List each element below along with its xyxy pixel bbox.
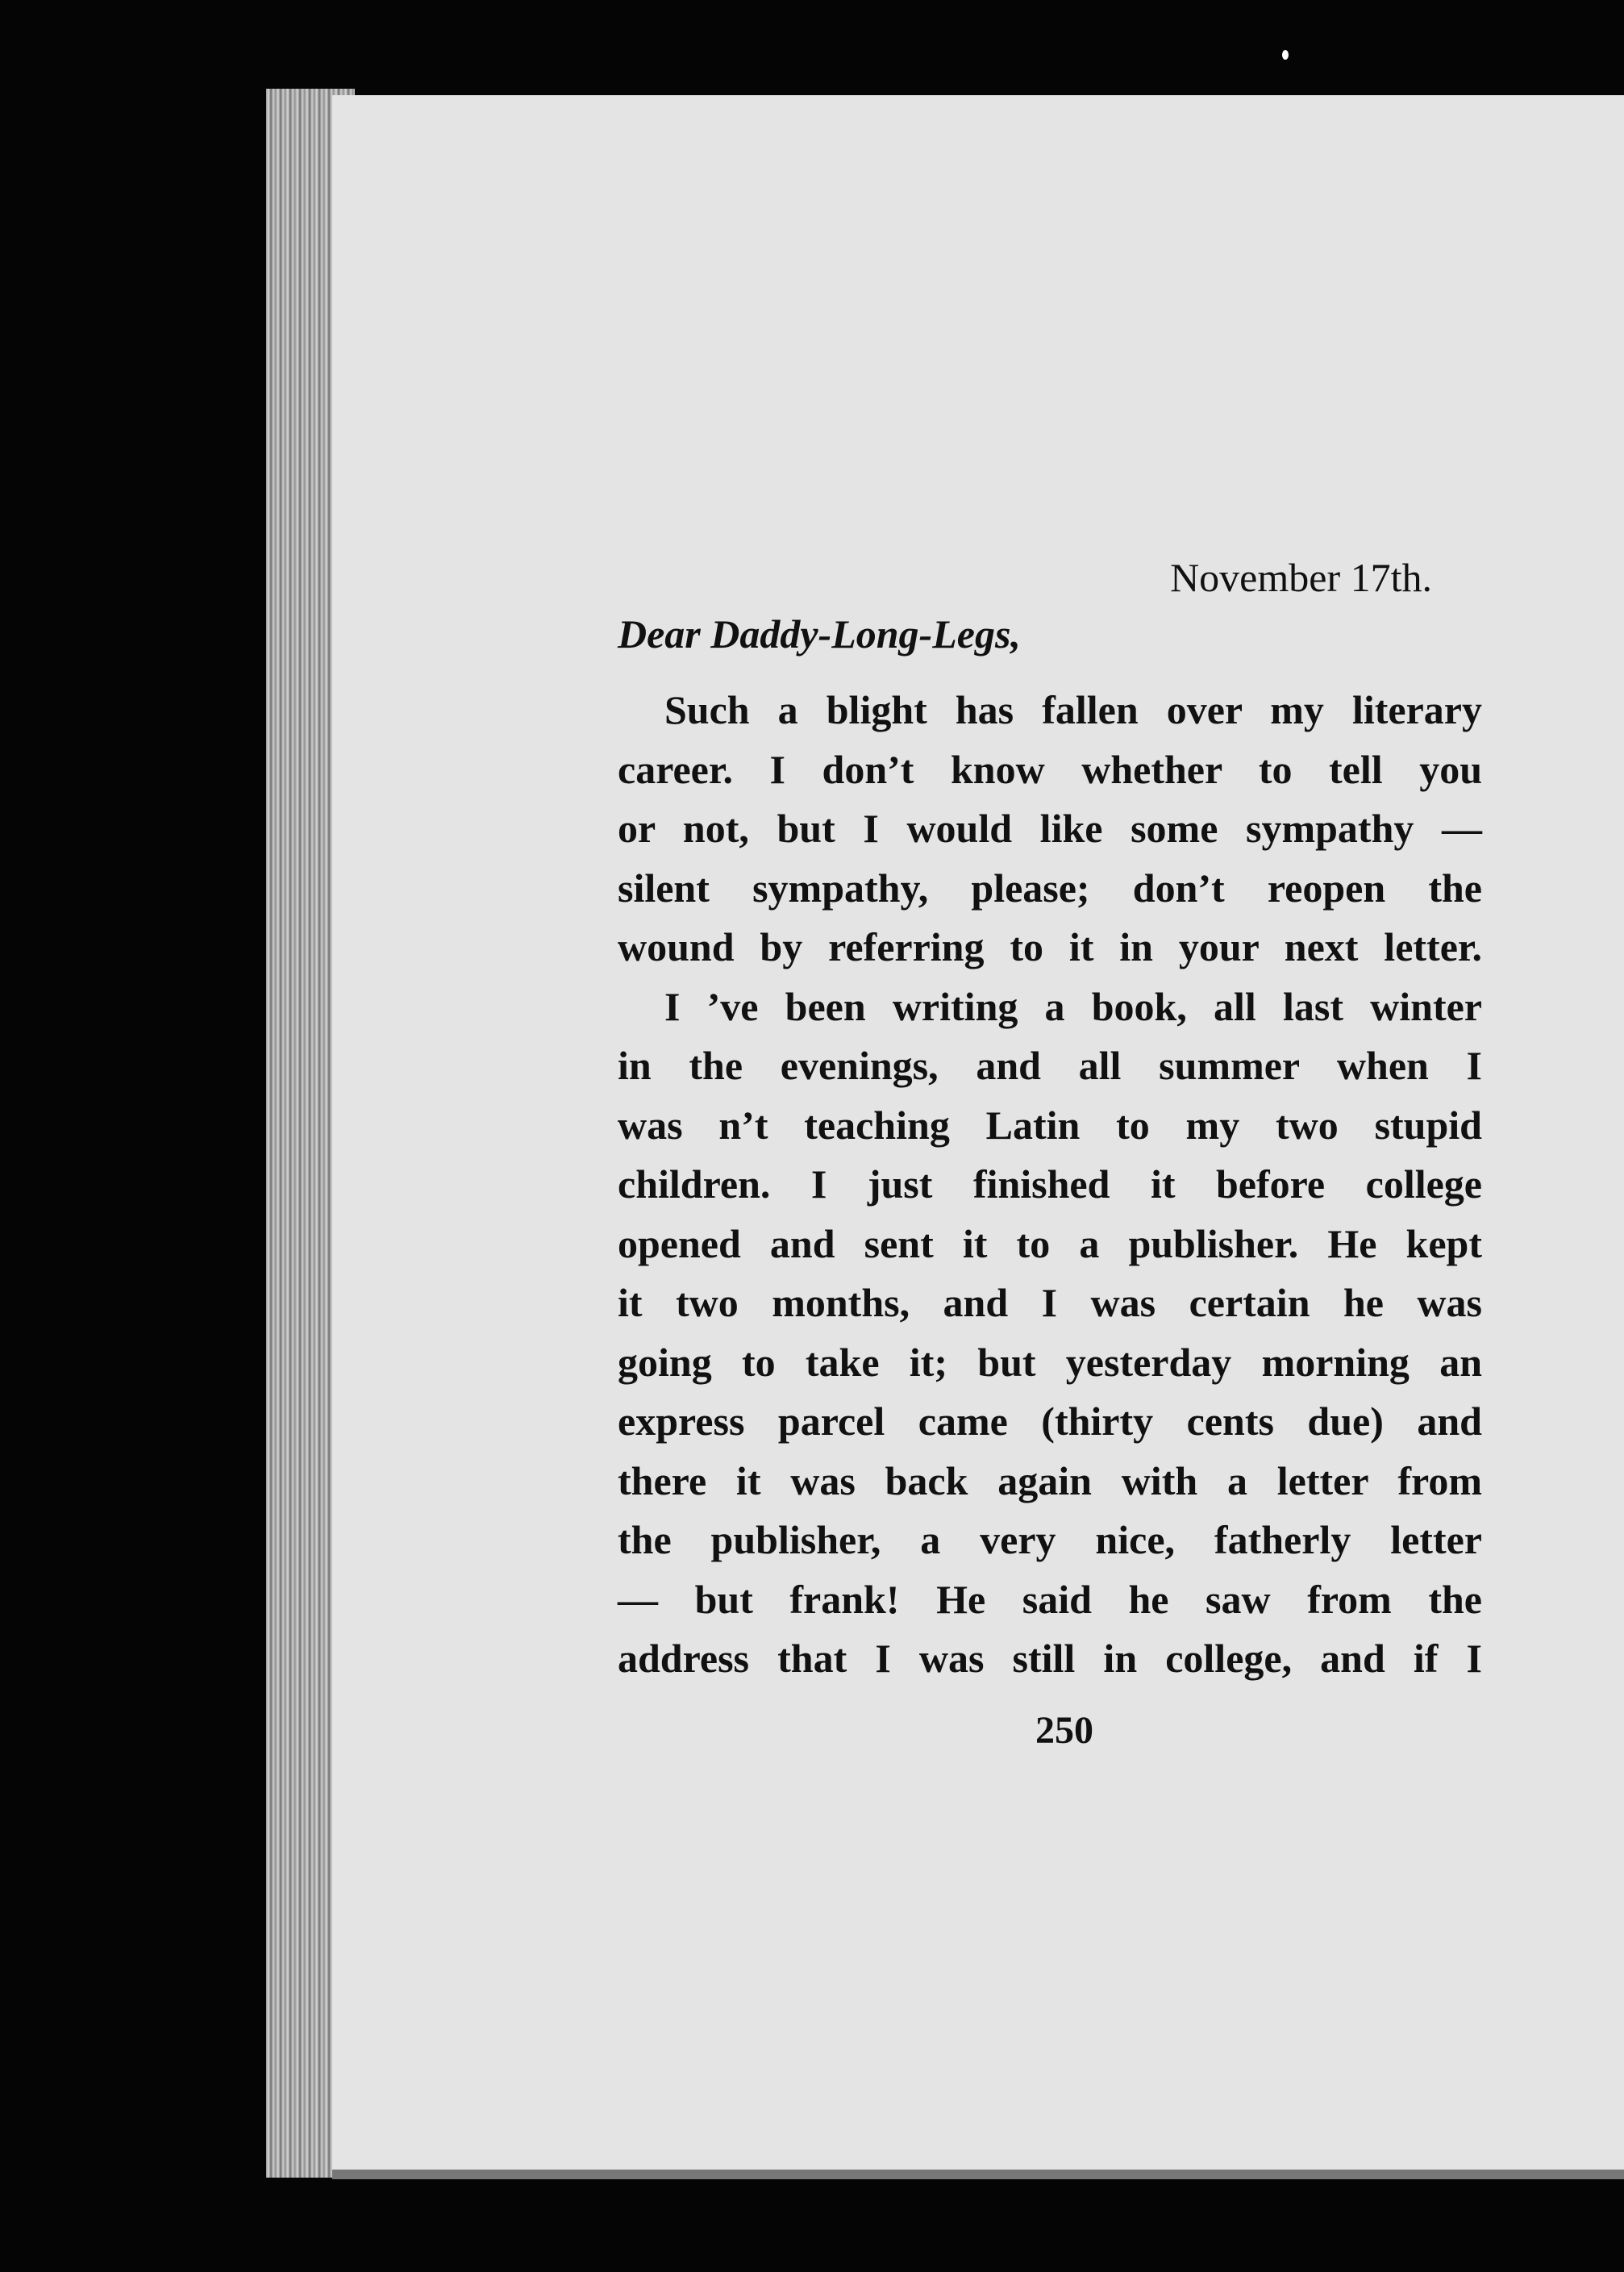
speck xyxy=(1282,50,1289,60)
text-line: was n’t teaching Latin to my two stupid xyxy=(618,1102,1482,1148)
text-line: Such a blight has fallen over my literary xyxy=(664,687,1482,732)
text-line: there it was back again with a letter from xyxy=(618,1457,1482,1503)
text-line: address that I was still in college, and if I xyxy=(618,1636,1482,1681)
text-line: or not, but I would like some sympathy — xyxy=(618,806,1482,851)
text-line: silent sympathy, please; don’t reopen the xyxy=(618,865,1482,911)
text-line: — but frank! He said he saw from the xyxy=(618,1576,1482,1622)
letter-date: November 17th. xyxy=(1170,555,1432,600)
text-line: the publisher, a very nice, fatherly letter xyxy=(618,1517,1482,1562)
page-bottom-edge xyxy=(332,2170,1624,2179)
paragraph-1 xyxy=(618,681,1482,978)
text-line: I ’ve been writing a book, all last winter xyxy=(664,983,1482,1029)
text-line: it two months, and I was certain he was xyxy=(618,1280,1482,1325)
text-line: career. I don’t know whether to tell you xyxy=(618,746,1482,792)
text-line: going to take it; but yesterday morning an xyxy=(618,1339,1482,1385)
page-number: 250 xyxy=(1035,1709,1093,1752)
text-line: wound by referring to it in your next letter. xyxy=(618,924,1482,969)
text-line: in the evenings, and all summer when I xyxy=(618,1043,1482,1088)
letter-salutation: Dear Daddy-Long-Legs, xyxy=(618,611,1021,657)
text-line: express parcel came (thirty cents due) and xyxy=(618,1399,1482,1444)
paragraph-2 xyxy=(618,978,1482,1689)
text-line: children. I just finished it before college xyxy=(618,1161,1482,1207)
text-line: opened and sent it to a publisher. He kept xyxy=(618,1220,1482,1266)
letter-text xyxy=(618,550,1482,1689)
